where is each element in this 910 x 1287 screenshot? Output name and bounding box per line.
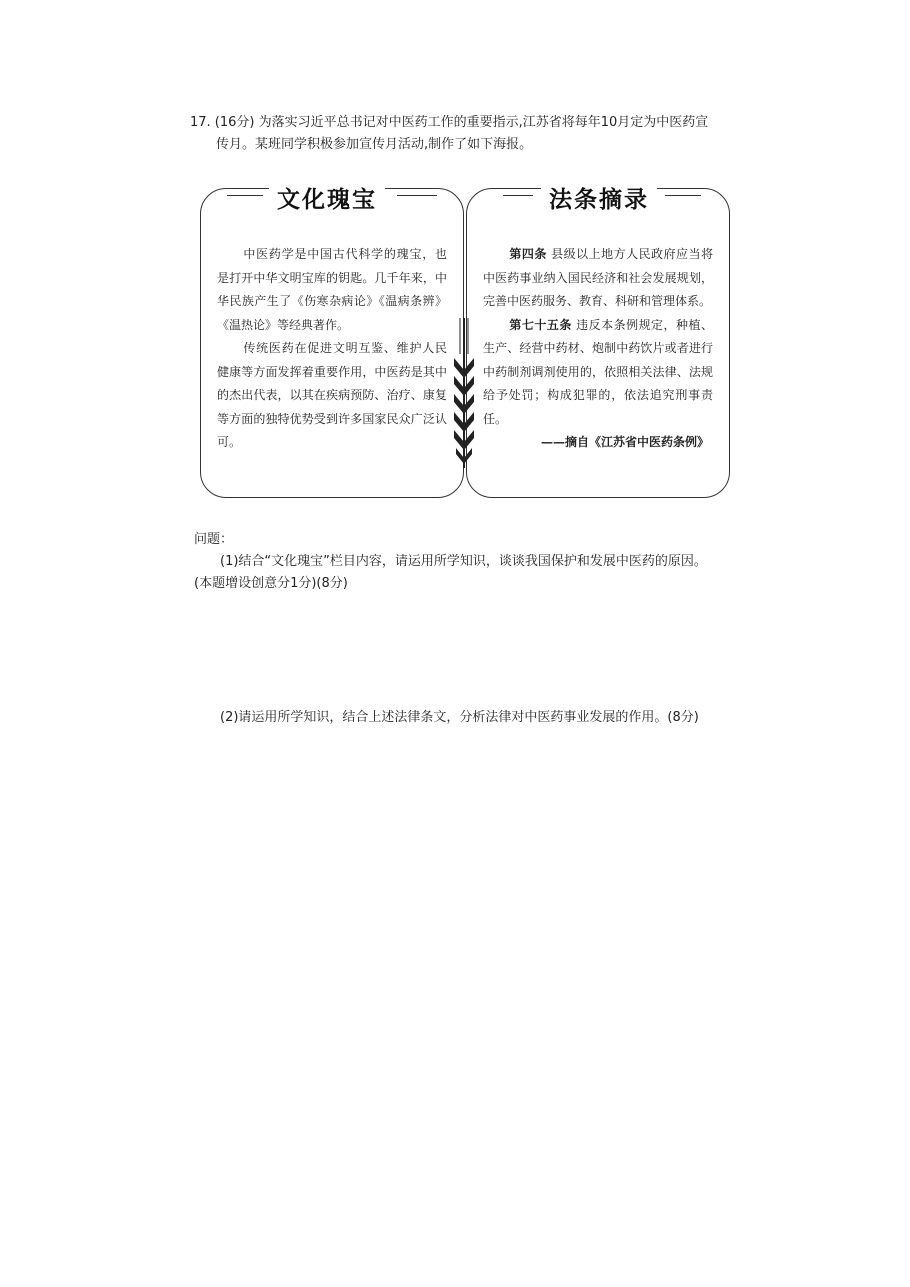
law-article-4	[483, 243, 713, 314]
law-excerpt-body	[483, 243, 713, 455]
question-stem-line1: 17. (16分) 为落实习近平总书记对中医药工作的重要指示,江苏省将每年10月定为中医药宣	[190, 115, 709, 130]
title-divider	[397, 195, 437, 196]
law-source: ——摘自《江苏省中医药条例》	[540, 435, 709, 449]
title-divider	[503, 195, 533, 196]
culture-treasure-panel	[200, 188, 464, 498]
question-1-line1: (1)结合“文化瑰宝”栏目内容，请运用所学知识，谈谈我国保护和发展中医药的原因。	[220, 554, 707, 569]
question-stem-line2: 传月。某班同学积极参加宣传月活动,制作了如下海报。	[216, 137, 533, 152]
culture-treasure-body	[217, 243, 447, 455]
article-text: 县级以上地方人民政府应当将中医药事业纳入国民经济和社会发展规划，完善中医药服务、教育、科研和管理体系。	[483, 247, 713, 308]
law-article-75	[483, 314, 713, 432]
poster	[198, 168, 730, 498]
law-excerpt-title: 法条摘录	[541, 181, 657, 214]
culture-paragraph-1: 中医药学是中国古代科学的瑰宝，也是打开中华文明宝库的钥匙。几千年来，中华民族产生了《伤寒杂病论》《温病条辨》《温热论》等经典著作。	[217, 247, 447, 332]
question-2: (2)请运用所学知识，结合上述法律条文，分析法律对中医药事业发展的作用。(8分)	[220, 710, 699, 725]
article-text: 违反本条例规定，种植、生产、经营中药材、炮制中药饮片或者进行中药制剂调剂使用的，依照相关法律、法规给予处罚；构成犯罪的，依法追究刑事责任。	[483, 317, 713, 426]
article-label: 第七十五条	[509, 317, 572, 332]
question-1-line2: (本题增设创意分1分)(8分)	[194, 576, 348, 591]
wheat-ear-icon	[450, 318, 478, 468]
questions-heading: 问题：	[194, 532, 234, 547]
question-stem	[190, 112, 750, 156]
title-divider	[665, 195, 701, 196]
law-excerpt-panel	[466, 188, 730, 498]
culture-treasure-title: 文化瑰宝	[269, 181, 385, 214]
article-label: 第四条	[509, 247, 547, 261]
culture-paragraph-2: 传统医药在促进文明互鉴、维护人民健康等方面发挥着重要作用，中医药是其中的杰出代表，以其在疾病预防、治疗、康复等方面的独特优势受到许多国家民众广泛认可。	[217, 341, 447, 449]
question-1	[194, 551, 754, 595]
title-divider	[227, 195, 263, 196]
